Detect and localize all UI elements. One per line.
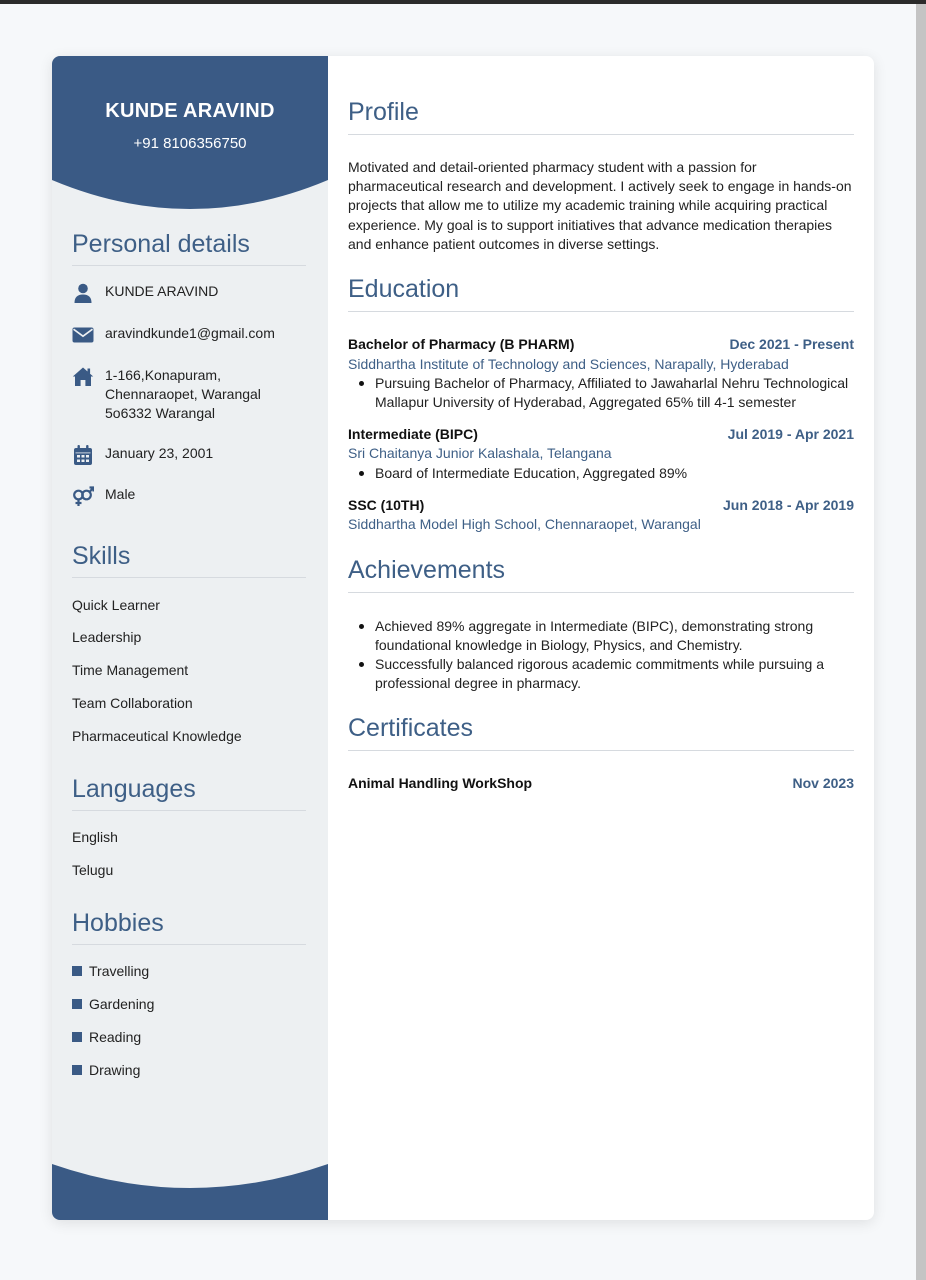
user-icon	[72, 282, 94, 304]
certificate-name: Animal Handling WorkShop	[348, 775, 533, 791]
language-item: English	[72, 829, 118, 845]
candidate-phone: +91 8106356750	[133, 135, 247, 152]
scrollbar[interactable]	[916, 4, 926, 1280]
education-bullet: Board of Intermediate Education, Aggregated 89%	[375, 464, 854, 483]
education-dates: Dec 2021 - Present	[729, 336, 854, 352]
profile-text: Motivated and detail-oriented pharmacy student with a passion for pharmaceutical research and development. I actively seek to engage in hands-on projects that allow me to utilize my academic training while acquiring practical experience. My goal is to support initiatives that advance medication therapies and enhance patient outcomes in diverse settings.	[348, 159, 852, 252]
hobby-item: Travelling	[72, 963, 149, 979]
certificate-date: Nov 2023	[792, 775, 854, 791]
education-institution: Sri Chaitanya Junior Kalashala, Telangana	[348, 445, 612, 461]
resume-page	[52, 56, 874, 1220]
skill-item: Leadership	[72, 629, 142, 645]
skill-item: Team Collaboration	[72, 695, 193, 711]
hobby-item: Drawing	[72, 1062, 140, 1078]
personal-address: 1-166,Konapuram, Chennaraopet, Warangal 5o6332 Warangal	[105, 367, 261, 421]
envelope-icon	[72, 324, 94, 346]
candidate-name: KUNDE ARAVIND	[105, 100, 275, 122]
education-degree: Bachelor of Pharmacy (B PHARM)	[348, 336, 575, 352]
education-degree: Intermediate (BIPC)	[348, 426, 478, 442]
footer-banner	[52, 1160, 328, 1220]
personal-email: aravindkunde1@gmail.com	[105, 325, 275, 341]
square-bullet-icon	[72, 1065, 82, 1075]
square-bullet-icon	[72, 999, 82, 1009]
hobby-item: Reading	[72, 1029, 141, 1045]
window-top-bar	[0, 0, 926, 4]
personal-name: KUNDE ARAVIND	[105, 283, 219, 299]
skill-item: Quick Learner	[72, 597, 160, 613]
education-dates: Jul 2019 - Apr 2021	[727, 426, 854, 442]
certificates-heading: Certificates	[348, 714, 854, 751]
personal-gender: Male	[105, 486, 136, 502]
personal-dob: January 23, 2001	[105, 445, 214, 461]
main-content	[348, 56, 854, 1220]
languages-heading: Languages	[72, 775, 306, 811]
skill-item: Time Management	[72, 662, 189, 678]
education-degree: SSC (10TH)	[348, 497, 425, 513]
hobby-item: Gardening	[72, 996, 154, 1012]
profile-heading: Profile	[348, 98, 854, 135]
achievement-item: Successfully balanced rigorous academic commitments while pursuing a professional degree in pharmacy.	[375, 655, 854, 693]
skill-item: Pharmaceutical Knowledge	[72, 728, 242, 744]
language-item: Telugu	[72, 862, 114, 878]
sidebar	[52, 56, 328, 1220]
education-bullet: Pursuing Bachelor of Pharmacy, Affiliated to Jawaharlal Nehru Technological Mallapur University of Hyderabad, Aggregated 65% till 4-1 semester	[375, 374, 854, 412]
education-institution: Siddhartha Institute of Technology and Sciences, Narapally, Hyderabad	[348, 356, 789, 372]
hobbies-heading: Hobbies	[72, 909, 306, 945]
home-icon	[72, 366, 94, 388]
achievements-heading: Achievements	[348, 556, 854, 593]
personal-details-heading: Personal details	[72, 230, 306, 266]
square-bullet-icon	[72, 966, 82, 976]
gender-icon	[72, 485, 94, 507]
skills-heading: Skills	[72, 542, 306, 578]
education-institution: Siddhartha Model High School, Chennaraopet, Warangal	[348, 516, 701, 532]
square-bullet-icon	[72, 1032, 82, 1042]
education-dates: Jun 2018 - Apr 2019	[723, 497, 854, 513]
achievement-item: Achieved 89% aggregate in Intermediate (BIPC), demonstrating strong foundational knowledge in Biology, Physics, and Chemistry.	[375, 617, 854, 655]
education-heading: Education	[348, 275, 854, 312]
calendar-icon	[72, 444, 94, 466]
